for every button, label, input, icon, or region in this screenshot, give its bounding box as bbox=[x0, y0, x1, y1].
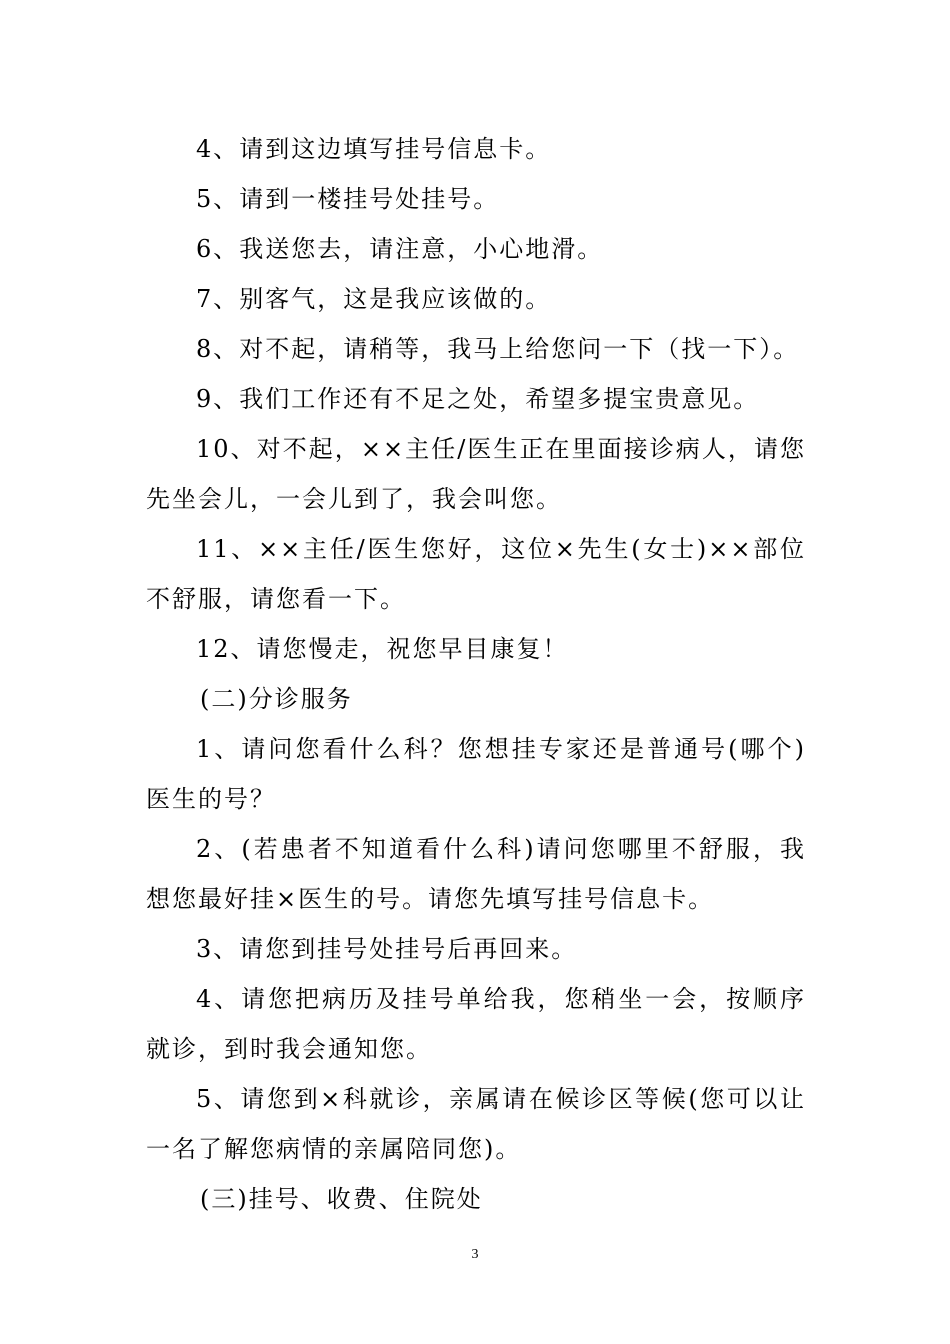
section-heading-triage: (二)分诊服务 bbox=[200, 685, 353, 713]
paragraph-item-7: 7、别客气，这是我应该做的。 bbox=[196, 285, 552, 313]
document-body bbox=[146, 124, 806, 1224]
page-number: 3 bbox=[471, 1247, 479, 1262]
paragraph-item-8: 8、对不起，请稍等，我马上给您问一下（找一下）。 bbox=[196, 335, 800, 363]
paragraph-triage-3: 3、请您到挂号处挂号后再回来。 bbox=[196, 935, 578, 963]
paragraph-triage-4: 4、请您把病历及挂号单给我，您稍坐一会，按顺序就诊，到时我会通知您。 bbox=[146, 985, 806, 1063]
paragraph-triage-1: 1、请问您看什么科？您想挂专家还是普通号(哪个)医生的号？ bbox=[146, 735, 806, 813]
paragraph-item-10: 10、对不起，××主任/医生正在里面接诊病人，请您先坐会儿，一会儿到了，我会叫您。 bbox=[146, 435, 806, 513]
paragraph-triage-2: 2、(若患者不知道看什么科)请问您哪里不舒服，我想您最好挂×医生的号。请您先填写挂号信息卡。 bbox=[146, 835, 806, 913]
paragraph-item-9: 9、我们工作还有不足之处，希望多提宝贵意见。 bbox=[196, 385, 760, 413]
section-heading-registration: (三)挂号、收费、住院处 bbox=[200, 1185, 483, 1213]
paragraph-item-11: 11、××主任/医生您好，这位×先生(女士)××部位不舒服，请您看一下。 bbox=[146, 535, 806, 613]
paragraph-item-6: 6、我送您去，请注意，小心地滑。 bbox=[196, 235, 604, 263]
paragraph-triage-5: 5、请您到×科就诊，亲属请在候诊区等候(您可以让一名了解您病情的亲属陪同您)。 bbox=[146, 1085, 806, 1163]
paragraph-item-5: 5、请到一楼挂号处挂号。 bbox=[196, 185, 500, 213]
paragraph-item-4: 4、请到这边填写挂号信息卡。 bbox=[196, 135, 552, 163]
paragraph-item-12: 12、请您慢走，祝您早目康复！ bbox=[196, 635, 569, 663]
